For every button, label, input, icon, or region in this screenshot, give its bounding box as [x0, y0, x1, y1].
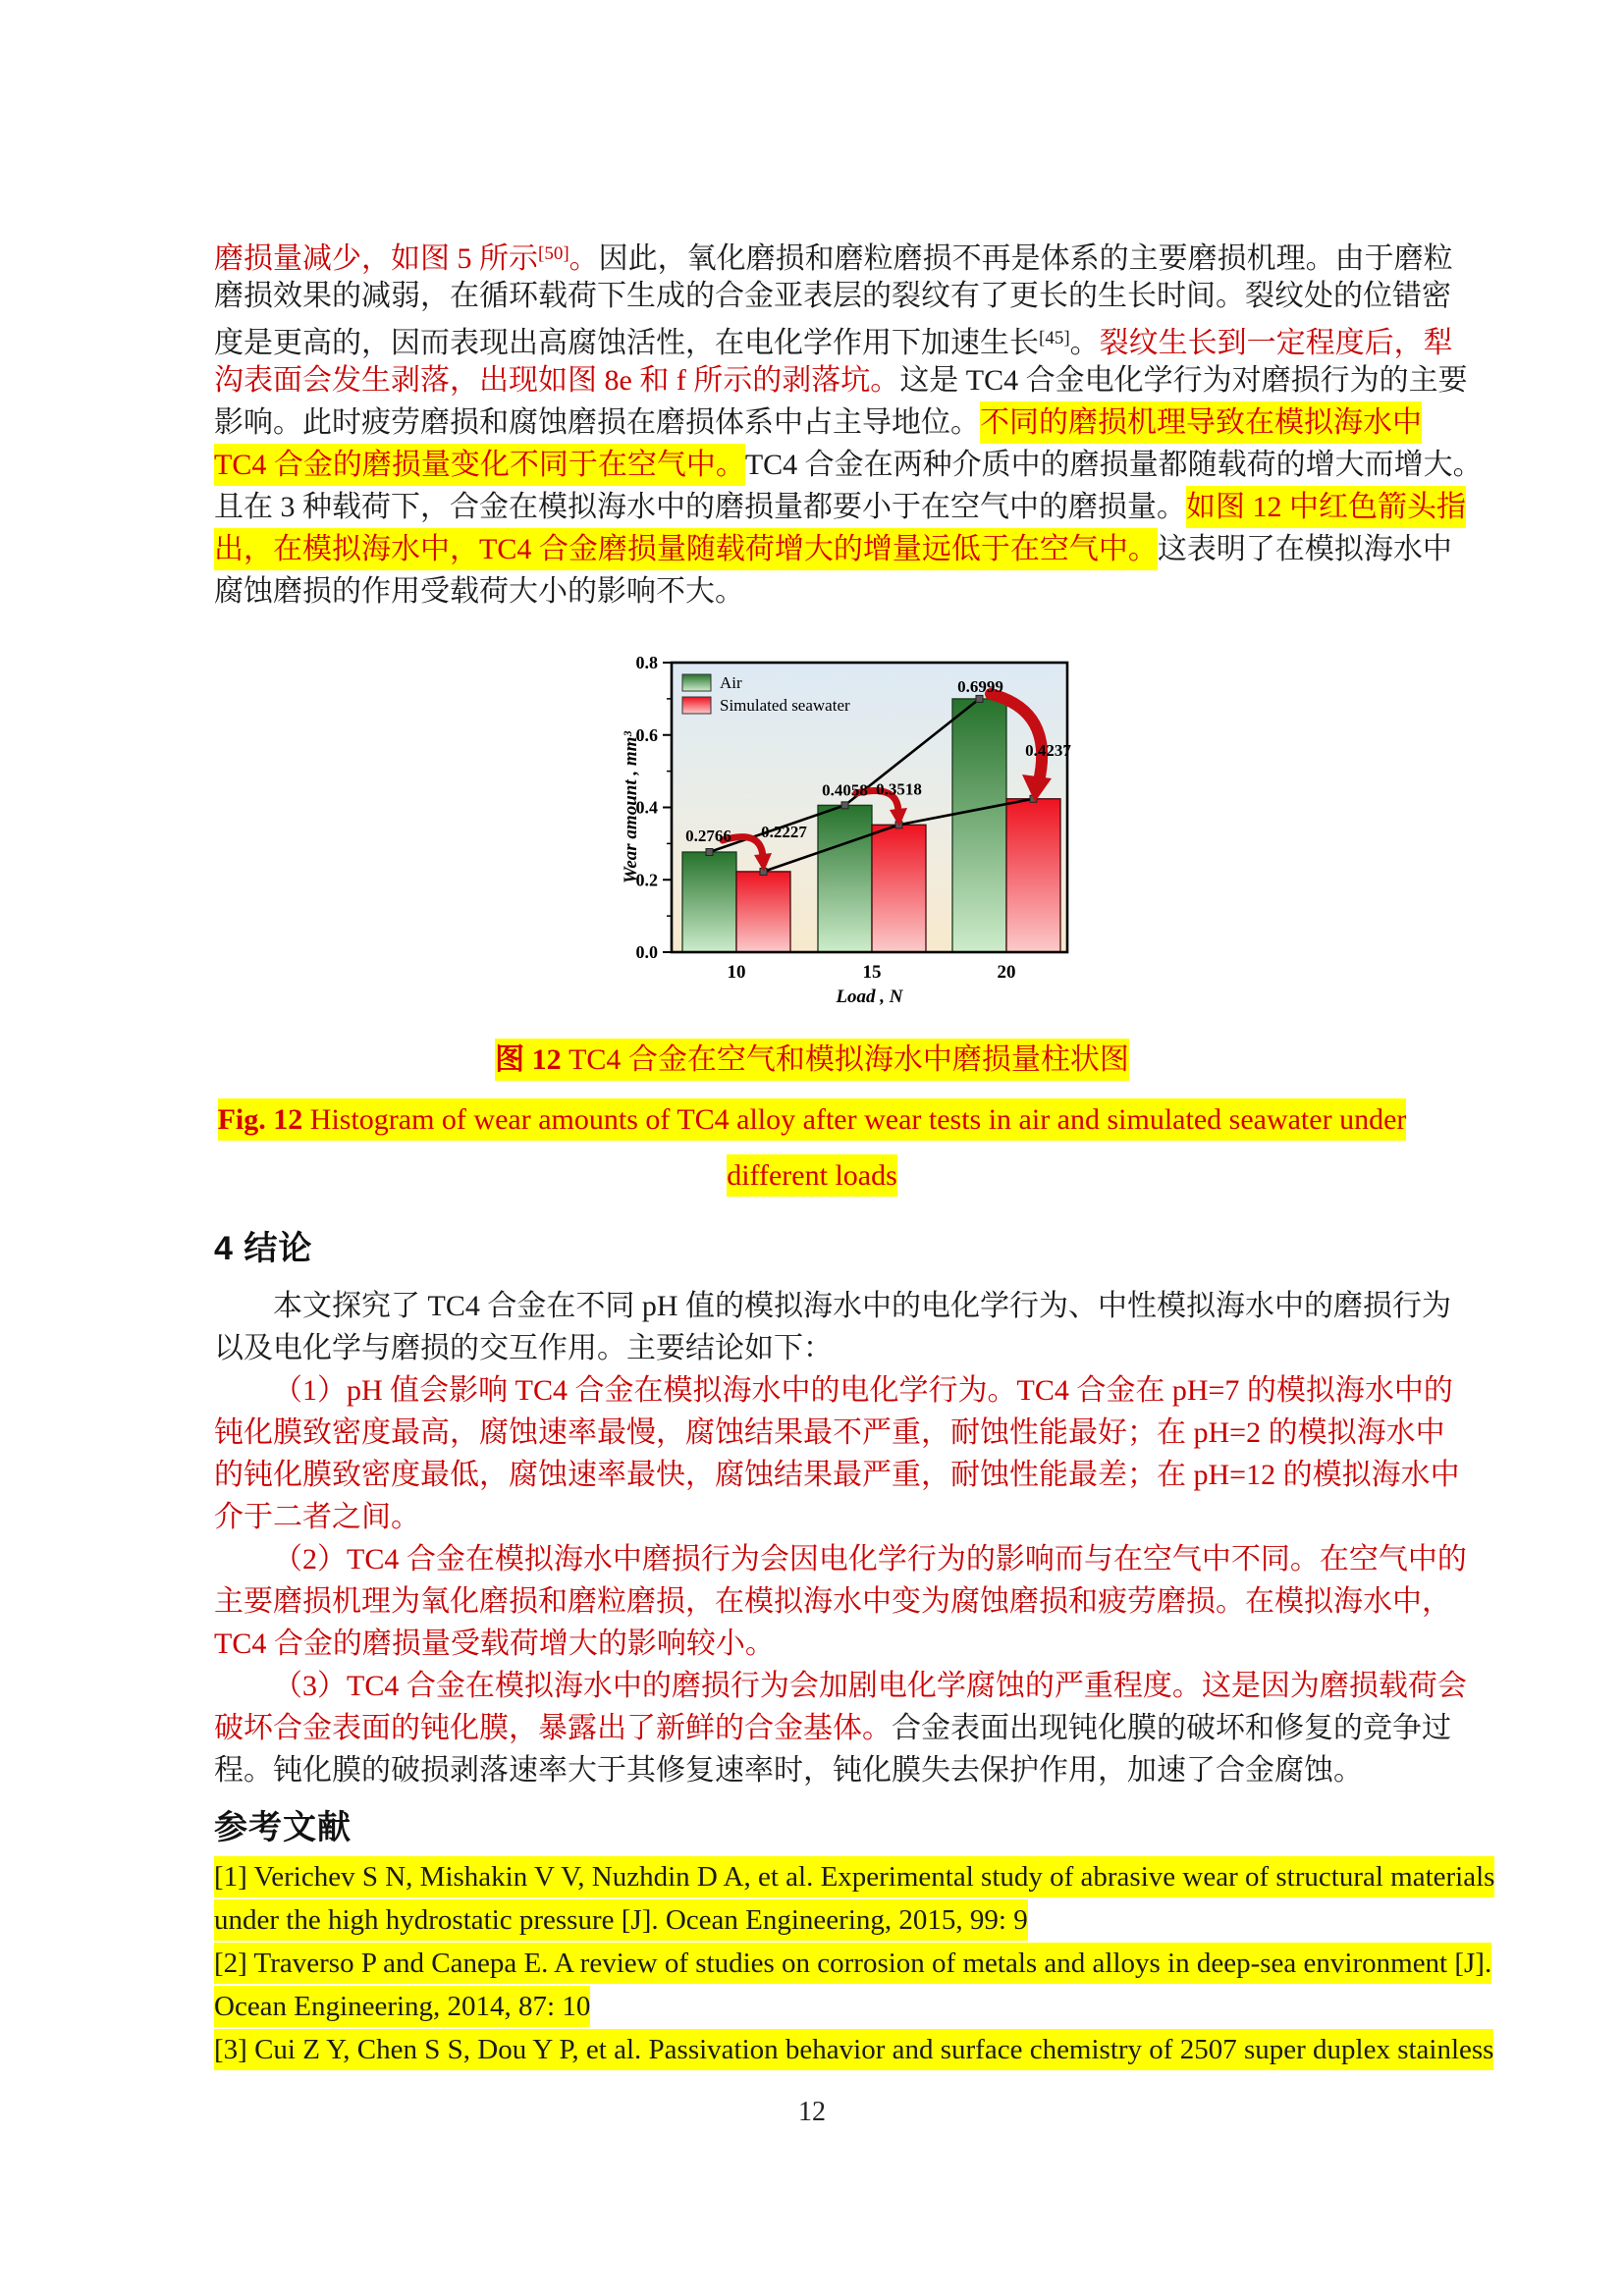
text-segment: 出，在模拟海水中，TC4 合金磨损量随载荷增大的增量远低于在空气中。: [214, 528, 1158, 570]
text-segment: TC4 合金的磨损量受载荷增大的影响较小。: [214, 1628, 775, 1660]
text-segment: 主要磨损机理为氧化磨损和磨粒磨损，在模拟海水中变为腐蚀磨损和疲劳磨损。在模拟海水中，: [214, 1585, 1451, 1618]
text-segment: Ocean Engineering, 2014, 87: 10: [214, 1986, 590, 2027]
text-segment: 磨损效果的减弱，在循环载荷下生成的合金亚表层的裂纹有了更长的生长时间。裂纹处的位错密: [214, 280, 1451, 312]
text-line: [214, 1749, 1477, 1791]
text-segment: 本文探究了 TC4 合金在不同 pH 值的模拟海水中的电化学行为、中性模拟海水中的磨损行为: [273, 1290, 1451, 1322]
svg-text:0.6: 0.6: [635, 724, 658, 745]
text-line: [214, 1454, 1477, 1496]
text-segment: 程。钝化膜的破损剥落速率大于其修复速率时，钝化膜失去保护作用，加速了合金腐蚀。: [214, 1754, 1363, 1787]
text-segment: 且在 3 种载荷下，合金在模拟海水中的磨损量都要小于在空气中的磨损量。: [214, 491, 1186, 523]
text-segment: 以及电化学与磨损的交互作用。主要结论如下：: [214, 1332, 833, 1364]
text-line: [214, 570, 1477, 613]
conclusion-point-1: [214, 1369, 1477, 1538]
svg-text:0.4237: 0.4237: [1025, 740, 1071, 760]
svg-text:0.4058: 0.4058: [822, 780, 868, 800]
text-line: [214, 1496, 1477, 1538]
svg-text:0.2: 0.2: [635, 870, 658, 890]
svg-text:Load , N: Load , N: [836, 987, 903, 1007]
svg-text:Wear amount , mm³: Wear amount , mm³: [621, 730, 641, 884]
text-line: [214, 1580, 1477, 1623]
text-segment: [1] Verichev S N, Mishakin V V, Nuzhdin D A, et al. Experimental study of abrasive wear of structural materials: [214, 1856, 1494, 1897]
text-line: [214, 2028, 1494, 2071]
text-line: [214, 1707, 1477, 1749]
text-line: [214, 444, 1483, 486]
conclusion-point-3: [214, 1665, 1477, 1791]
text-segment: Fig. 12: [218, 1098, 310, 1141]
text-line: [214, 1285, 1477, 1327]
text-segment: 如图 12 中红色箭头指: [1186, 486, 1466, 528]
svg-text:0.4: 0.4: [635, 797, 658, 818]
text-segment: （1）pH 值会影响 TC4 合金在模拟海水中的电化学行为。TC4 合金在 pH=7 的模拟海水中的: [273, 1374, 1453, 1407]
text-line: [214, 1538, 1477, 1580]
text-line: [214, 486, 1477, 528]
text-segment: 。: [568, 242, 599, 275]
svg-text:Simulated seawater: Simulated seawater: [720, 696, 850, 715]
svg-text:0.2766: 0.2766: [685, 827, 731, 846]
text-line: [214, 1898, 1477, 1942]
svg-text:0.3518: 0.3518: [876, 779, 922, 799]
svg-text:20: 20: [997, 962, 1016, 983]
text-line: [214, 528, 1477, 570]
text-line: [214, 359, 1477, 401]
text-segment: [2] Traverso P and Canepa E. A review of studies on corrosion of metals and alloys in deep-sea environment [J].: [214, 1943, 1491, 1984]
text-line: [214, 1327, 1477, 1369]
text-line: [214, 1985, 1477, 2028]
text-segment: 图 12: [495, 1039, 568, 1081]
text-line: [214, 1369, 1477, 1412]
figure-caption-en: [0, 1092, 1624, 1203]
section-heading-conclusion: 4 结论: [214, 1230, 313, 1267]
figure-caption-zh: [0, 1039, 1624, 1081]
svg-text:10: 10: [727, 962, 746, 983]
conclusion-intro-paragraph: [214, 1285, 1477, 1369]
svg-text:0.2227: 0.2227: [761, 822, 807, 841]
text-segment: different loads: [727, 1154, 897, 1197]
text-segment: [50]: [538, 243, 569, 264]
conclusion-point-2: [214, 1538, 1477, 1665]
text-segment: 磨损量减少，如图 5 所示: [214, 242, 538, 275]
text-segment: TC4 合金在两种介质中的磨损量都随载荷的增大而增大。: [744, 449, 1483, 481]
text-segment: 的钝化膜致密度最低，腐蚀速率最快，腐蚀结果最严重，耐蚀性能最差；在 pH=12 的模拟海水中: [214, 1459, 1460, 1491]
text-segment: 不同的磨损机理导致在模拟海水中: [980, 401, 1422, 444]
text-segment: TC4 合金的磨损量变化不同于在空气中。: [214, 444, 745, 486]
text-segment: under the high hydrostatic pressure [J]. Ocean Engineering, 2015, 99: 9: [214, 1899, 1028, 1941]
svg-text:Air: Air: [720, 673, 742, 692]
text-segment: 。: [1069, 327, 1100, 359]
svg-text:15: 15: [862, 962, 882, 983]
legend-swatch-seawater: [682, 697, 711, 714]
text-segment: 破坏合金表面的钝化膜，暴露出了新鲜的合金基体。: [214, 1712, 892, 1744]
text-line: [214, 317, 1477, 359]
text-segment: 腐蚀磨损的作用受载荷大小的影响不大。: [214, 575, 744, 608]
text-segment: 钝化膜致密度最高，腐蚀速率最慢，腐蚀结果最不严重，耐蚀性能最好；在 pH=2 的模拟海水中: [214, 1416, 1445, 1449]
text-line: [214, 1412, 1477, 1454]
svg-text:0.0: 0.0: [635, 942, 658, 962]
text-line: [214, 1855, 1495, 1898]
page-number: 12: [798, 2097, 826, 2127]
text-line: [214, 275, 1477, 317]
text-line: [214, 401, 1477, 444]
references-list: [214, 1855, 1495, 2071]
text-segment: 这是 TC4 合金电化学行为对磨损行为的主要: [899, 364, 1468, 397]
text-line: [0, 1092, 1624, 1148]
text-segment: 影响。此时疲劳磨损和腐蚀磨损在磨损体系中占主导地位。: [214, 406, 980, 439]
text-line: [0, 1148, 1624, 1203]
figure-12: [601, 638, 1082, 1011]
text-segment: 裂纹生长到一定程度后，犁: [1099, 327, 1453, 359]
text-segment: 沟表面会发生剥落，出现如图 8e 和 f 所示的剥落坑。: [214, 364, 900, 397]
text-line: [214, 1623, 1477, 1665]
references-heading: 参考文献: [214, 1809, 352, 1846]
legend-swatch-air: [682, 674, 711, 691]
text-segment: 这表明了在模拟海水中: [1157, 533, 1452, 565]
text-segment: （3）TC4 合金在模拟海水中的磨损行为会加剧电化学腐蚀的严重程度。这是因为磨损载荷会: [273, 1670, 1467, 1702]
text-line: [214, 233, 1477, 275]
text-segment: 度是更高的，因而表现出高腐蚀活性，在电化学作用下加速生长: [214, 327, 1039, 359]
text-line: [214, 1665, 1477, 1707]
text-line: [0, 1039, 1624, 1081]
text-segment: 合金表面出现钝化膜的破坏和修复的竞争过: [892, 1712, 1451, 1744]
text-segment: （2）TC4 合金在模拟海水中磨损行为会因电化学行为的影响而与在空气中不同。在空气中的: [273, 1543, 1467, 1575]
text-segment: Histogram of wear amounts of TC4 alloy after wear tests in air and simulated seawater under: [310, 1098, 1407, 1141]
wear-bar-chart-svg: [601, 638, 1082, 1011]
svg-text:0.6999: 0.6999: [957, 676, 1003, 696]
text-line: [214, 1942, 1492, 1985]
body-paragraph-continuation: [214, 233, 1483, 613]
text-segment: 介于二者之间。: [214, 1501, 420, 1533]
svg-text:0.8: 0.8: [635, 653, 658, 672]
wear-histogram-chart: [601, 638, 1082, 1016]
text-segment: [45]: [1039, 328, 1070, 348]
text-segment: [3] Cui Z Y, Chen S S, Dou Y P, et al. Passivation behavior and surface chemistry of 2507 super duplex stainless: [214, 2029, 1493, 2070]
text-segment: TC4 合金在空气和模拟海水中磨损量柱状图: [568, 1039, 1129, 1081]
text-segment: 因此，氧化磨损和磨粒磨损不再是体系的主要磨损机理。由于磨粒: [598, 242, 1453, 275]
